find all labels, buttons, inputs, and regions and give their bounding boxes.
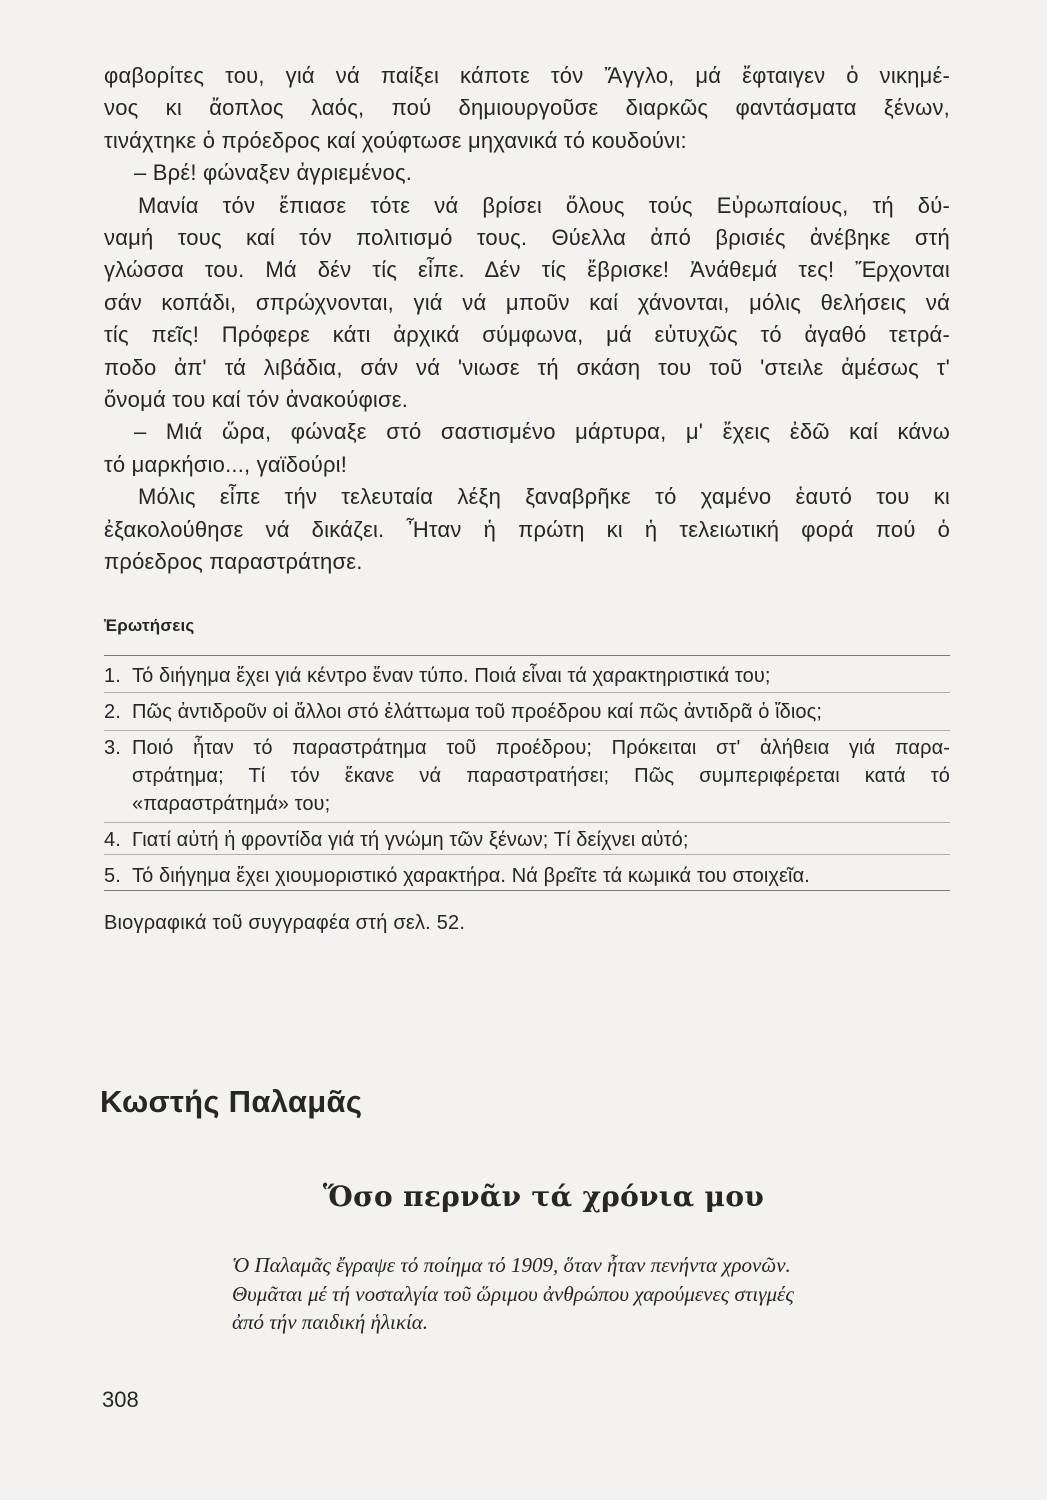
text-line: φαβορίτες του, γιά νά παίξει κάποτε τόν Ἄγγλο, μά ἔφταιγεν ὁ νικημέ- (104, 63, 950, 88)
text-line: τινάχτηκε ὁ πρόεδρος καί χούφτωσε μηχανικά τό κουδούνι: (104, 127, 687, 153)
paragraph-5 (104, 481, 950, 578)
question-number: 5. (104, 865, 121, 887)
divider (104, 854, 950, 855)
questions-list (104, 662, 950, 898)
question-text: Γιατί αὐτή ἡ φροντίδα γιά τή γνώμη τῶν ξένων; Τί δείχνει αὐτό; (132, 829, 689, 851)
question-item (104, 698, 950, 726)
text-line: Μανία τόν ἔπιασε τότε νά βρίσει ὅλους τούς Εὐρωπαίους, τή δύ- (138, 192, 950, 218)
question-item (104, 662, 950, 690)
text-line: πρόεδρος παραστράτησε. (104, 549, 363, 575)
question-text: στράτημα; Τί τόν ἔκανε νά παραστρατήσει; Πῶς συμπεριφέρεται κατά τό (132, 765, 950, 787)
divider (104, 890, 950, 891)
text-line: ναμή τους καί τόν πολιτισμό τους. Θύελλα ἀπό βρισιές ἀνέβηκε στή (104, 225, 950, 251)
question-text: «παραστράτημά» του; (132, 793, 331, 815)
question-number: 4. (104, 829, 121, 851)
text-line: σάν κοπάδι, σπρώχνονται, γιά νά μποῦν καί χάνονται, μόλις θελήσεις νά (104, 289, 950, 315)
text-line: ἐξακολούθησε νά δικάζει. Ἦταν ἡ πρώτη κι ἡ τελειωτική φορά πού ὁ (104, 516, 950, 542)
question-text: Τό διήγημα ἔχει γιά κέντρο ἕναν τύπο. Ποιά εἶναι τά χαρακτηριστικά του; (132, 665, 771, 687)
divider (104, 655, 950, 656)
paragraph-4 (104, 416, 950, 481)
poem-title: Ὅσο περνᾶν τά χρόνια μου (322, 1180, 765, 1213)
question-number: 2. (104, 701, 121, 723)
paragraph-2 (104, 157, 950, 189)
question-number: 3. (104, 737, 121, 759)
divider (104, 822, 950, 823)
bio-note: Βιογραφικά τοῦ συγγραφέα στή σελ. 52. (104, 912, 466, 934)
question-item (104, 826, 950, 854)
intro-line: Ὁ Παλαμᾶς ἔγραψε τό ποίημα τό 1909, ὅταν ἦταν πενήντα χρονῶν. (232, 1253, 791, 1277)
intro-line: Θυμᾶται μέ τή νοσταλγία τοῦ ὥριμου ἀνθρώπου χαρούμενες στιγμές (232, 1281, 794, 1306)
divider (104, 692, 950, 693)
poem-intro (232, 1251, 952, 1337)
text-line: ποδο ἀπ' τά λιβάδια, σάν νά 'νιωσε τή σκάση του τοῦ 'στειλε ἀμέσως τ' (104, 354, 950, 380)
text-line: τό μαρκήσιο..., γαϊδούρι! (104, 451, 348, 477)
text-line: νος κι ἄοπλος λαός, πού δημιουργοῦσε διαρκῶς φαντάσματα ξένων, (104, 95, 950, 121)
question-text: Τό διήγημα ἔχει χιουμοριστικό χαρακτήρα. Νά βρεῖτε τά κωμικά του στοιχεῖα. (132, 865, 810, 887)
question-number: 1. (104, 665, 121, 687)
paragraph-3 (104, 190, 950, 417)
question-item (104, 734, 950, 818)
paragraph-1 (104, 60, 950, 157)
text-line: γλώσσα του. Μά δέν τίς εἶπε. Δέν τίς ἔβρισκε! Ἀνάθεμά τες! Ἔρχονται (104, 257, 950, 283)
question-text: Ποιό ἦταν τό παραστράτημα τοῦ προέδρου; Πρόκειται στ' ἀλήθεια γιά παρα- (132, 737, 950, 759)
questions-heading: Ἐρωτήσεις (104, 616, 195, 635)
author-heading: Κωστής Παλαμᾶς (100, 1084, 363, 1119)
text-line: τίς πεῖς! Πρόφερε κάτι ἀρχικά σύμφωνα, μά εὐτυχῶς τό ἀγαθό τετρά- (104, 322, 950, 348)
text-line: – Βρέ! φώναξεν ἀγριεμένος. (134, 160, 413, 186)
text-line: Μόλις εἶπε τήν τελευταία λέξη ξαναβρῆκε τό χαμένο ἑαυτό του κι (138, 484, 950, 510)
text-line: ὄνομά του καί τόν ἀνακούφισε. (104, 387, 409, 413)
page-number: 308 (102, 1387, 139, 1412)
intro-line: ἀπό τήν παιδική ἡλικία. (232, 1310, 429, 1334)
story-text (104, 60, 950, 579)
question-item (104, 862, 950, 890)
question-text: Πῶς ἀντιδροῦν οἱ ἄλλοι στό ἐλάττωμα τοῦ προέδρου καί πῶς ἀντιδρᾶ ὁ ἴδιος; (132, 701, 823, 723)
text-line: – Μιά ὥρα, φώναξε στό σαστισμένο μάρτυρα, μ' ἔχεις ἐδῶ καί κάνω (134, 419, 950, 445)
divider (104, 730, 950, 731)
